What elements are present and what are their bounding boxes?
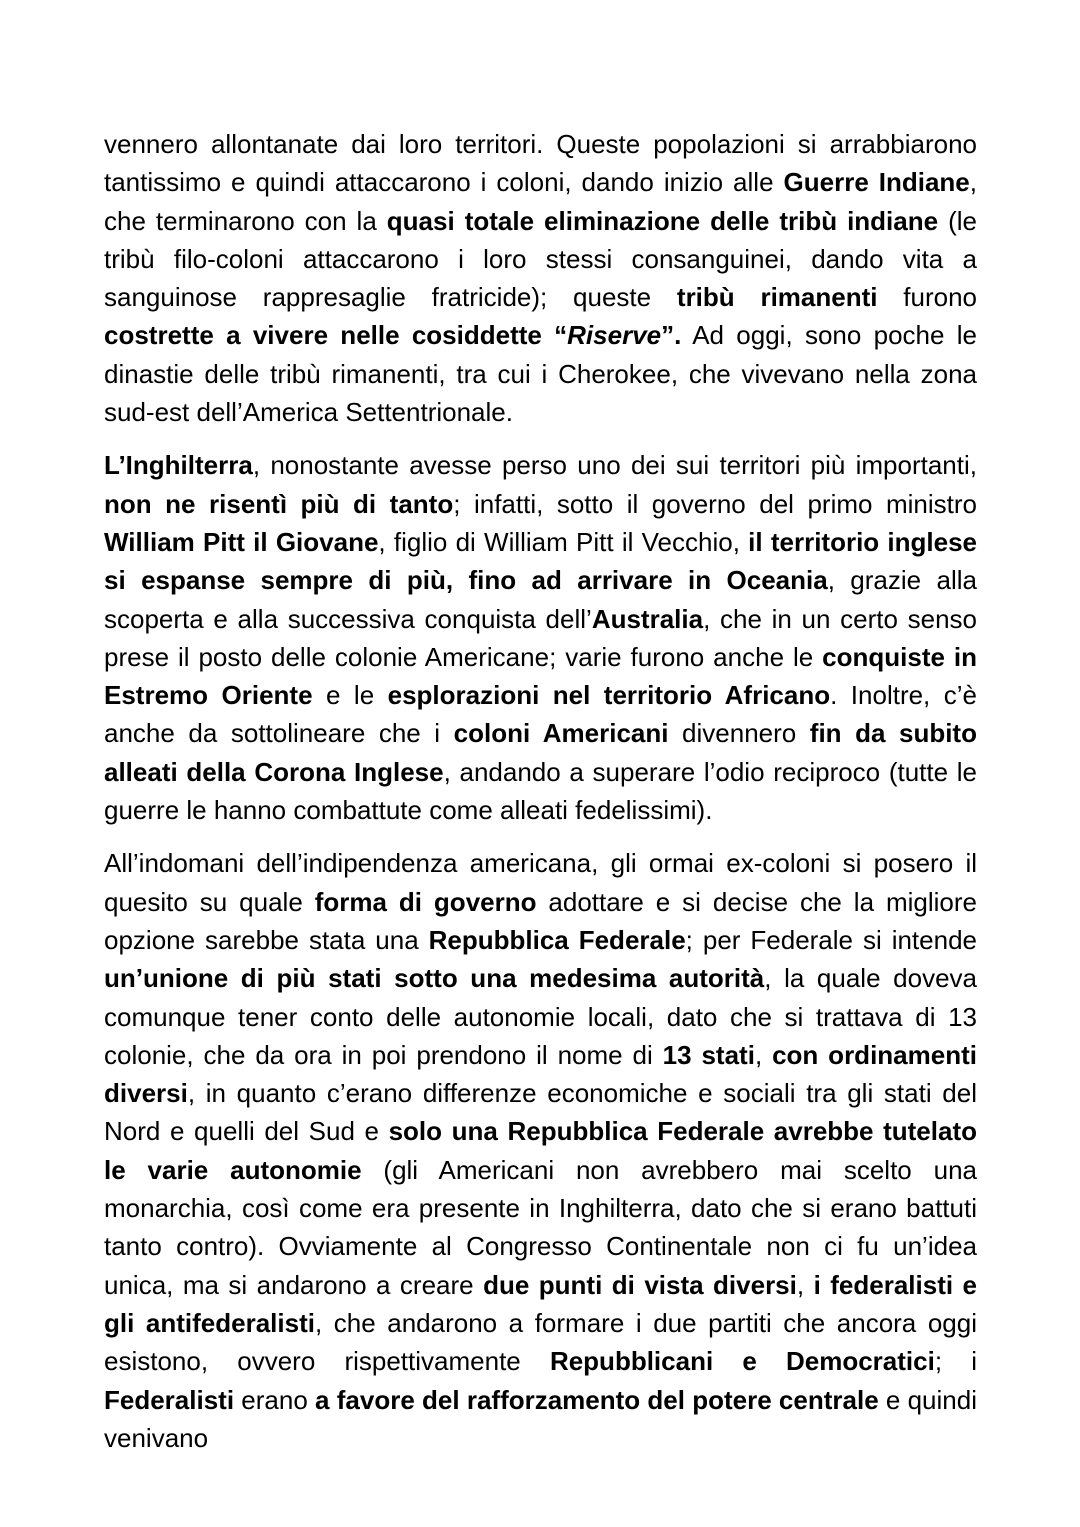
text-run: ; per Federale si intende [685,924,977,955]
text-run: , la quale doveva comunque tener conto delle autonomie locali, dato che si trattava di 13 colonie, che da ora in poi prendono il nome di [104,963,977,1070]
paragraph-inghilterra [104,446,977,829]
text-run: Federalisti [104,1384,235,1415]
text-run: , che terminarono con la [104,167,978,236]
text-run: vennero allontanate dai loro territori. Queste popolazioni si arrabbiarono tantissimo e quindi attaccarono i coloni, dando inizio alle [104,129,977,198]
text-run: quasi totale eliminazione delle tribù indiane [386,205,939,236]
text-run: , in quanto c’erano differenze economiche e sociali tra gli stati del Nord e quelli del Sud e [104,1078,977,1147]
text-run: (gli Americani non avrebbero mai scelto una monarchia, così come era presente in Inghilterra, dato che si erano battuti tanto contro). Ovviamente al Congresso Continentale non ci fu un’idea unica, ma si andarono a creare [104,1154,977,1300]
text-run: ; infatti, sotto il governo del primo ministro [453,488,977,519]
text-run: non ne risentì più di tanto [104,488,454,519]
text-run: L’Inghilterra [104,450,253,481]
text-run: . Inoltre, c’è anche da sottolineare che i [104,680,977,749]
text-run: adottare e si decise che la migliore opzione sarebbe stata una [104,886,978,955]
text-run: esplorazioni nel territorio Africano [387,680,831,711]
text-run: , andando a superare l’odio reciproco (tutte le guerre le hanno combattute come alleati fedelissimi). [104,756,977,826]
text-run: con ordinamenti diversi [104,1039,977,1109]
text-run: (le tribù filo-coloni attaccarono i loro stessi consanguinei, dando vita a sanguinose rappresaglie fratricide); queste [104,205,977,313]
text-run: fin da subito alleati della Corona Inglese [104,718,977,787]
text-run: Repubblica Federale [428,924,686,955]
text-run: , che andarono a formare i due partiti che ancora oggi esistono, ovvero rispettivamente [104,1307,977,1377]
text-run: ; i [934,1346,978,1377]
document-page [104,125,977,1472]
text-run: Repubblicani e Democratici [549,1346,935,1377]
text-run: solo una Repubblica Federale avrebbe tutelato le varie autonomie [104,1116,977,1185]
paragraph-guerre-indiane [104,125,977,431]
text-run: tribù rimanenti [676,282,878,313]
text-run: , figlio di William Pitt il Vecchio, [378,526,749,557]
text-run: Riserve [567,320,662,351]
text-run: furono [877,282,978,313]
text-run: i federalisti e gli antifederalisti [104,1269,977,1338]
text-run: 13 stati [662,1039,755,1070]
text-run: e le [312,680,388,711]
text-run: divennero [668,718,810,749]
text-run: coloni Americani [453,718,669,749]
text-run: il territorio inglese si espanse sempre di più, fino ad arrivare in Oceania [104,526,978,596]
text-run: forma di governo [314,886,537,917]
text-run: , grazie alla scoperta e alla successiva conquista dell’ [104,565,977,634]
text-run: , [754,1039,773,1070]
text-run: costrette a vivere nelle cosiddette “ [104,320,568,351]
text-run: e quindi venivano [104,1384,977,1453]
text-run: a favore del rafforzamento del potere centrale [315,1384,879,1415]
text-run: All’indomani dell’indipendenza americana, gli ormai ex-coloni si posero il quesito su quale [104,848,977,917]
text-run: conquiste in Estremo Oriente [104,641,977,711]
text-run: William Pitt il Giovane [104,526,379,557]
text-run: un’unione di più stati sotto una medesima autorità [104,963,765,994]
text-run: Guerre Indiane [783,167,970,198]
text-run: , che in un certo senso prese il posto delle colonie Americane; varie furono anche le [104,603,977,672]
paragraph-repubblica-federale [104,844,977,1457]
text-run: , nonostante avesse perso uno dei sui territori più importanti, [252,450,977,481]
text-run: due punti di vista diversi [483,1269,797,1300]
text-run: Australia [591,603,704,634]
text-run: Ad oggi, sono poche le dinastie delle tribù rimanenti, tra cui i Cherokee, che vivevano nella zona sud-est dell’America Settentrionale. [104,320,977,428]
text-run: erano [234,1384,316,1415]
text-run: ”. [661,320,682,351]
text-run: , [796,1269,814,1300]
